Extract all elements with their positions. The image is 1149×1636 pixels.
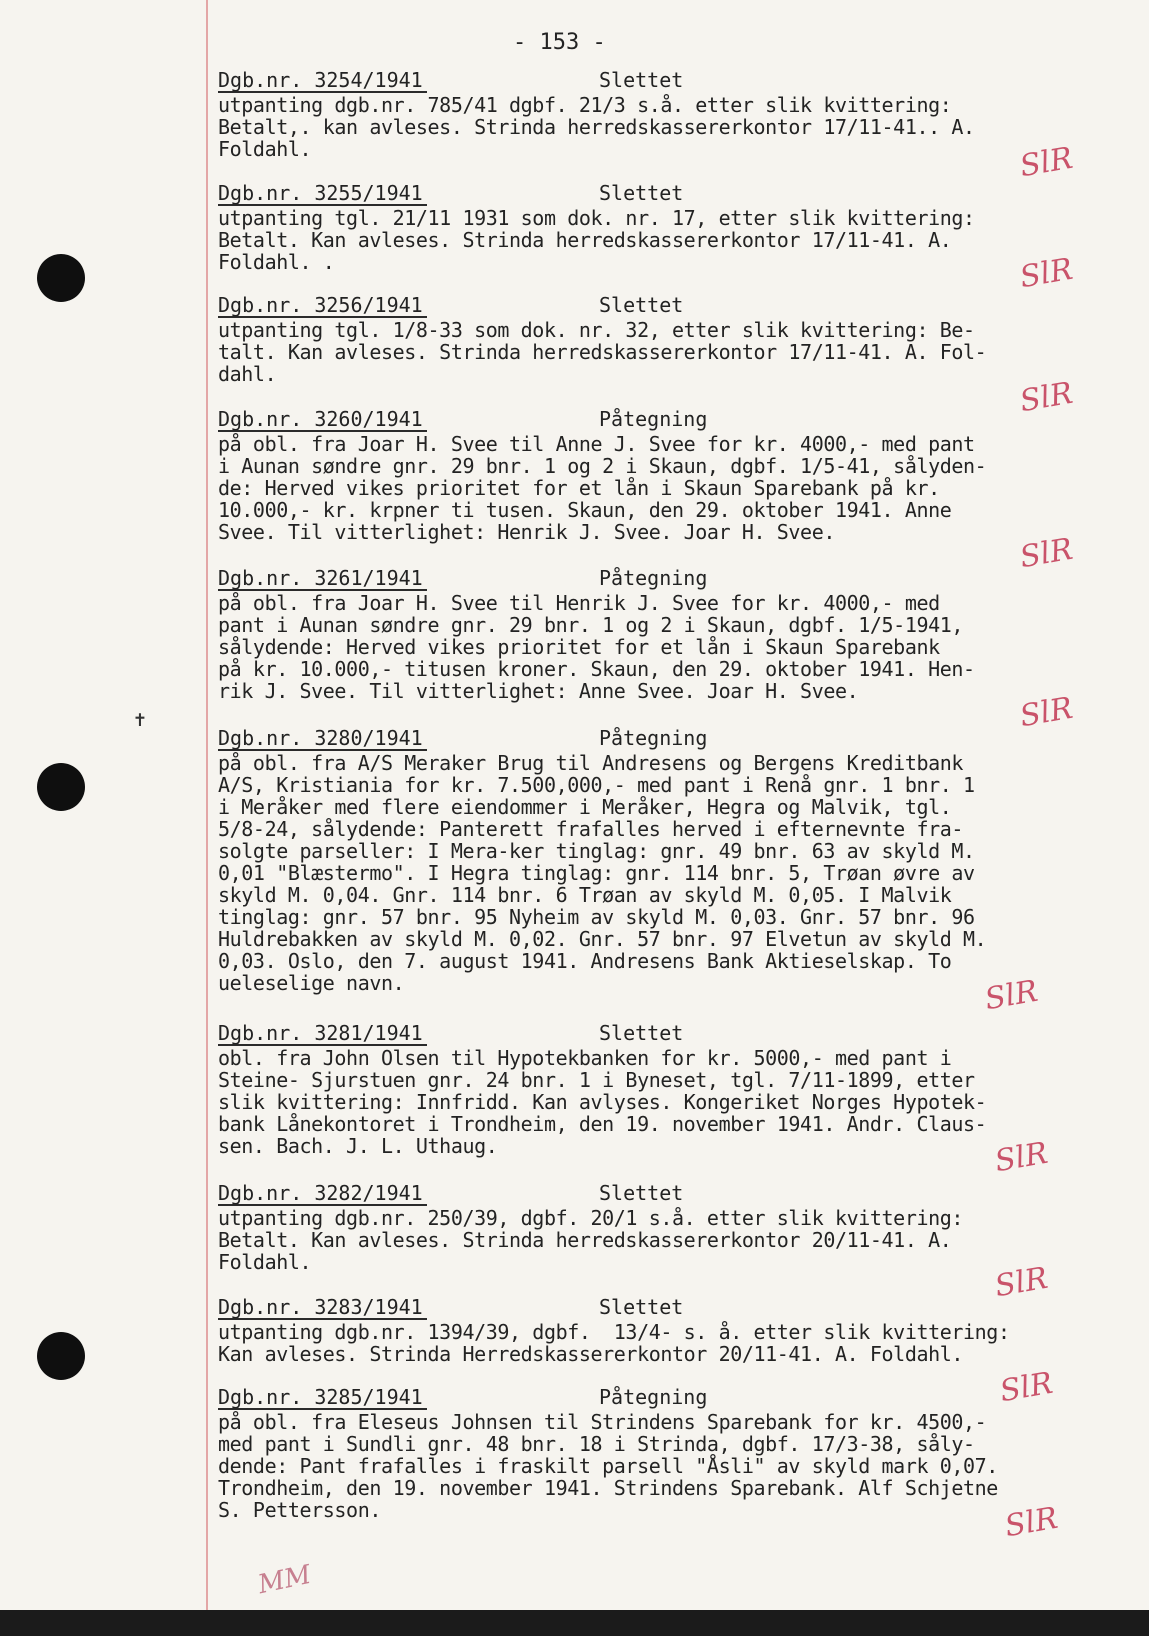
entry-status: Påtegning: [599, 407, 708, 431]
entry-text: utpanting dgb.nr. 250/39, dgbf. 20/1 s.å. etter slik kvittering: Betalt. Kan avleses. Strinda herredskassererkontor 20/11-41. A. Foldahl.: [218, 1206, 964, 1274]
entry-number: Dgb.nr. 3260/1941: [218, 409, 427, 432]
entry-status: Slettet: [599, 293, 684, 317]
entry-status: Påtegning: [599, 726, 708, 750]
entry-status: Slettet: [599, 1295, 684, 1319]
entry-header: [218, 1297, 1118, 1321]
entry-text: utpanting dgb.nr. 1394/39, dgbf. 13/4- s. å. etter slik kvittering: Kan avleses. Strinda Herredskassererkontor 20/11-41. A. Foldahl.: [218, 1320, 1010, 1366]
entry-header: [218, 1183, 1118, 1207]
entry-status: Påtegning: [599, 566, 708, 590]
entry-status: Slettet: [599, 181, 684, 205]
register-entry: [218, 70, 1118, 160]
register-entry: [218, 295, 1118, 385]
entry-status: Slettet: [599, 1021, 684, 1045]
handwritten-initials: SlR: [1017, 690, 1076, 735]
entry-status: Påtegning: [599, 1385, 708, 1409]
entry-header: [218, 1023, 1118, 1047]
entry-number: Dgb.nr. 3285/1941: [218, 1387, 427, 1410]
entry-text: på obl. fra A/S Meraker Brug til Andresens og Bergens Kreditbank A/S, Kristiania for kr. 7.500,000,- med pant i Renå gnr. 1 bnr. 1 i Meråker med flere eiendommer i Meråker, Hegra og Malvik, tgl. 5/8-24, sålydende: Panterett frafalles herved i efternevnte fra- solgte parseller: I Mera-ker tinglag: gnr. 49 bnr. 63 av skyld M. 0,01 "Blæstermo". I Hegra tinglag: gnr. 114 bnr. 5, Trøan øvre av skyld M. 0,04. Gnr. 114 bnr. 6 Trøan av skyld M. 0,05. I Malvik tinglag: gnr. 57 bnr. 95 Nyheim av skyld M. 0,03. Gnr. 57 bnr. 96 Huldrebakken av skyld M. 0,02. Gnr. 57 bnr. 97 Elvetun av skyld M. 0,03. Oslo, den 7. august 1941. Andresens Bank Aktieselskap. To ueleselige navn.: [218, 751, 987, 995]
entry-text: obl. fra John Olsen til Hypotekbanken for kr. 5000,- med pant i Steine- Sjurstuen gnr. 24 bnr. 1 i Byneset, tgl. 7/11-1899, etter slik kvittering: Innfridd. Kan avlyses. Kongeriket Norges Hypotek- bank Lånekontoret i Trondheim, den 19. november 1941. Andr. Claus- sen. Bach. J. L. Uthaug.: [218, 1046, 987, 1158]
entry-header: [218, 728, 1118, 752]
entry-number: Dgb.nr. 3256/1941: [218, 295, 427, 318]
entry-header: [218, 1387, 1118, 1411]
register-entry: [218, 1297, 1118, 1365]
handwritten-initials: SlR: [982, 973, 1041, 1018]
margin-mark: ✝: [134, 707, 147, 731]
register-entry: [218, 1023, 1118, 1157]
entry-text: utpanting dgb.nr. 785/41 dgbf. 21/3 s.å. etter slik kvittering: Betalt,. kan avleses. Strinda herredskassererkontor 17/11-41.. A. Foldahl.: [218, 93, 975, 161]
handwritten-initials: SlR: [1017, 251, 1076, 296]
handwritten-initials: SlR: [992, 1260, 1051, 1305]
entry-header: [218, 70, 1118, 94]
entry-text: utpanting tgl. 21/11 1931 som dok. nr. 17, etter slik kvittering: Betalt. Kan avleses. Strinda herredskassererkontor 17/11-41. A. Foldahl. .: [218, 206, 975, 274]
register-entry: [218, 1387, 1118, 1521]
register-entry: [218, 409, 1118, 543]
margin-line: [206, 0, 208, 1610]
entry-status: Slettet: [599, 68, 684, 92]
entry-number: Dgb.nr. 3281/1941: [218, 1023, 427, 1046]
handwritten-initials: SlR: [992, 1135, 1051, 1180]
handwritten-initials: SlR: [1002, 1500, 1061, 1545]
register-entry: [218, 183, 1118, 273]
punch-hole: [37, 254, 85, 302]
entry-text: utpanting tgl. 1/8-33 som dok. nr. 32, etter slik kvittering: Be- talt. Kan avleses. Strinda herredskassererkontor 17/11-41. A. Fol- dahl.: [218, 318, 987, 386]
register-entry: [218, 1183, 1118, 1273]
entry-text: på obl. fra Joar H. Svee til Anne J. Svee for kr. 4000,- med pant i Aunan søndre gnr. 29 bnr. 1 og 2 i Skaun, dgbf. 1/5-41, sålyden- de: Herved vikes prioritet for et lån i Skaun Sparebank på kr. 10.000,- kr. krpner ti tusen. Skaun, den 29. oktober 1941. Anne Svee. Til vitterlighet: Henrik J. Svee. Joar H. Svee.: [218, 432, 987, 544]
entry-number: Dgb.nr. 3283/1941: [218, 1297, 427, 1320]
register-entry: [218, 568, 1118, 702]
handwritten-initials: SlR: [997, 1365, 1056, 1410]
bottom-mark: MM: [255, 1559, 314, 1601]
entry-number: Dgb.nr. 3255/1941: [218, 183, 427, 206]
entry-number: Dgb.nr. 3282/1941: [218, 1183, 427, 1206]
register-entry: [218, 728, 1118, 994]
scan-border: [0, 1610, 1149, 1636]
entry-text: på obl. fra Eleseus Johnsen til Strindens Sparebank for kr. 4500,- med pant i Sundli gnr. 48 bnr. 18 i Strinda, dgbf. 17/3-38, såly- dende: Pant frafalles i fraskilt parsell "Åsli" av skyld mark 0,07. Trondheim, den 19. november 1941. Strindens Sparebank. Alf Schjetne S. Pettersson.: [218, 1410, 998, 1522]
handwritten-initials: SlR: [1017, 531, 1076, 576]
handwritten-initials: SlR: [1017, 375, 1076, 420]
entry-number: Dgb.nr. 3280/1941: [218, 728, 427, 751]
punch-hole: [37, 1332, 85, 1380]
handwritten-initials: SlR: [1017, 140, 1076, 185]
entry-number: Dgb.nr. 3261/1941: [218, 568, 427, 591]
punch-hole: [37, 763, 85, 811]
entry-header: [218, 183, 1118, 207]
entry-status: Slettet: [599, 1181, 684, 1205]
entry-header: [218, 568, 1118, 592]
page-number: - 153 -: [513, 30, 606, 55]
entry-header: [218, 409, 1118, 433]
entry-text: på obl. fra Joar H. Svee til Henrik J. Svee for kr. 4000,- med pant i Aunan søndre gnr. 29 bnr. 1 og 2 i Skaun, dgbf. 1/5-1941, sålydende: Herved vikes prioritet for et lån i Skaun Sparebank på kr. 10.000,- titusen kroner. Skaun, den 29. oktober 1941. Hen- rik J. Svee. Til vitterlighet: Anne Svee. Joar H. Svee.: [218, 591, 975, 703]
entry-number: Dgb.nr. 3254/1941: [218, 70, 427, 93]
entry-header: [218, 295, 1118, 319]
